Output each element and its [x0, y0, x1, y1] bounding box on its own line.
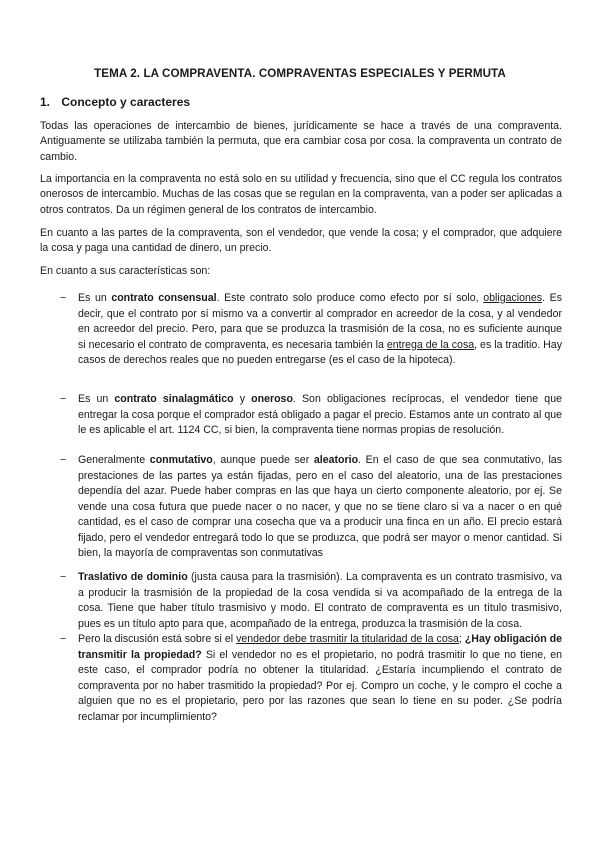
term-aleatorio: aleatorio	[313, 454, 359, 466]
list-item-text: Es un contrato sinalagmático y oneroso. Son obligaciones recíprocas, el vendedor tiene que entregar la cosa porque el comprador está obligado a pagar el precio. Estamos ante un contrato al que le es aplicable el art. 1124 CC, si bien, la compraventa tiene normas propias de resolución.	[78, 393, 562, 436]
list-item-sinalagmatico	[40, 392, 562, 439]
list-item-discusion	[40, 632, 562, 725]
paragraph-parties: En cuanto a las partes de la compraventa, son el vendedor, que vende la cosa; y el comprador, que adquiere la cosa y paga una cantidad de dinero, un precio.	[40, 226, 562, 255]
list-item-text: Generalmente conmutativo, aunque puede ser aleatorio. En el caso de que sea conmutativo, las prestaciones de las partes ya están fijadas, pero en el caso del aleatorio, una de las prestaciones dependía del azar. Puede haber compras en las que haya un cierto componente aleatorio, por ej. Se vende una cosa futura que puede nacer o no nacer, y que no se tiene claro si va a nacer o en qué cantidad, es el caso de comprar una cosecha que va a producir una finca en un año. El precio estará fijado, pero el vendedor entregará todo lo que se produzca, que podrá ser mayor o menor cantidad. Si bien, la mayoría de compraventas son conmutativas	[78, 454, 562, 559]
term-obligacion-propiedad: ¿Hay obligación de transmitir la propiedad?	[78, 633, 563, 661]
bullet-dash: −	[60, 393, 67, 405]
bullet-dash: −	[60, 571, 67, 583]
section-heading	[40, 95, 190, 109]
section-title: Concepto y caracteres	[61, 95, 191, 109]
bullet-dash: −	[60, 292, 67, 304]
list-item-consensual	[40, 291, 562, 369]
list-item-traslativo	[40, 570, 562, 632]
term-entrega: entrega de la cosa	[386, 338, 475, 351]
term-conmutativo: conmutativo	[149, 454, 213, 466]
document-title: TEMA 2. LA COMPRAVENTA. COMPRAVENTAS ESPECIALES Y PERMUTA	[94, 67, 506, 80]
list-item-text: Es un contrato consensual. Este contrato solo produce como efecto por sí solo, obligaciones. Es decir, que el contrato por sí mismo va a convertir al comprador en acreedor de la cosa, y al vendedor en acreedor del precio. Pero, para que se produzca la trasmisión de la cosa, no es suficiente aunque si necesario el contrato de compraventa, es necesaria también la entrega de la cosa, es la traditio. Hay casos de derechos reales que no pueden entregarse (es el caso de la hipoteca).	[78, 292, 562, 366]
list-item-text: Traslativo de dominio (justa causa para la trasmisión). La compraventa es un contrato trasmisivo, va a producir la trasmisión de la propiedad de la cosa vendida si va acompañado de la entrega de la cosa. Tiene que haber título trasmisivo y modo. El contrato de compraventa es un título trasmisivo, pues es un título apto para que, acompañado de la entrega, produzca la trasmisión de la cosa.	[78, 571, 562, 630]
term-oneroso: oneroso	[251, 393, 293, 405]
term-traslativo: Traslativo de dominio	[78, 571, 188, 583]
term-sinalagmatico: contrato sinalagmático	[114, 393, 234, 405]
term-obligaciones: obligaciones	[483, 292, 543, 304]
term-vendedor-titularidad: vendedor debe trasmitir la titularidad de la cosa	[236, 633, 459, 645]
bullet-dash: −	[60, 633, 67, 645]
term-consensual: contrato consensual	[111, 292, 217, 304]
list-item-conmutativo	[40, 453, 562, 562]
bullet-dash: −	[60, 454, 67, 466]
paragraph-intro: Todas las operaciones de intercambio de bienes, jurídicamente se hace a través de una compraventa. Antiguamente se utilizaba también la permuta, que era cambiar cosa por cosa. la compraventa un contrato de cambio.	[40, 119, 562, 163]
section-number: 1.	[40, 95, 51, 109]
list-item-text: Pero la discusión está sobre si el vendedor debe trasmitir la titularidad de la cosa; ¿Hay obligación de transmitir la propiedad? Si el vendedor no es el propietario, no podrá trasmitir lo que no tiene, en este caso, el comprador podría no obtener la titularidad. ¿Estaría incumpliendo el contrato de compraventa por no haber trasmitido la propiedad? Por ej. Compro un coche, y le compro el coche a alguien que no es el propietario, pero por las razones que sean lo tiene en su poder. ¿Se podría reclamar por incumplimiento?	[78, 633, 563, 723]
paragraph-characteristics-intro: En cuanto a sus características son:	[40, 264, 211, 277]
paragraph-importance: La importancia en la compraventa no está solo en su utilidad y frecuencia, sino que el CC regula los contratos onerosos de intercambio. Muchas de las cosas que se regulan en la compraventa, van a poder ser aplicadas a otros contratos. Da un régimen general de los contratos de intercambio.	[40, 172, 562, 216]
